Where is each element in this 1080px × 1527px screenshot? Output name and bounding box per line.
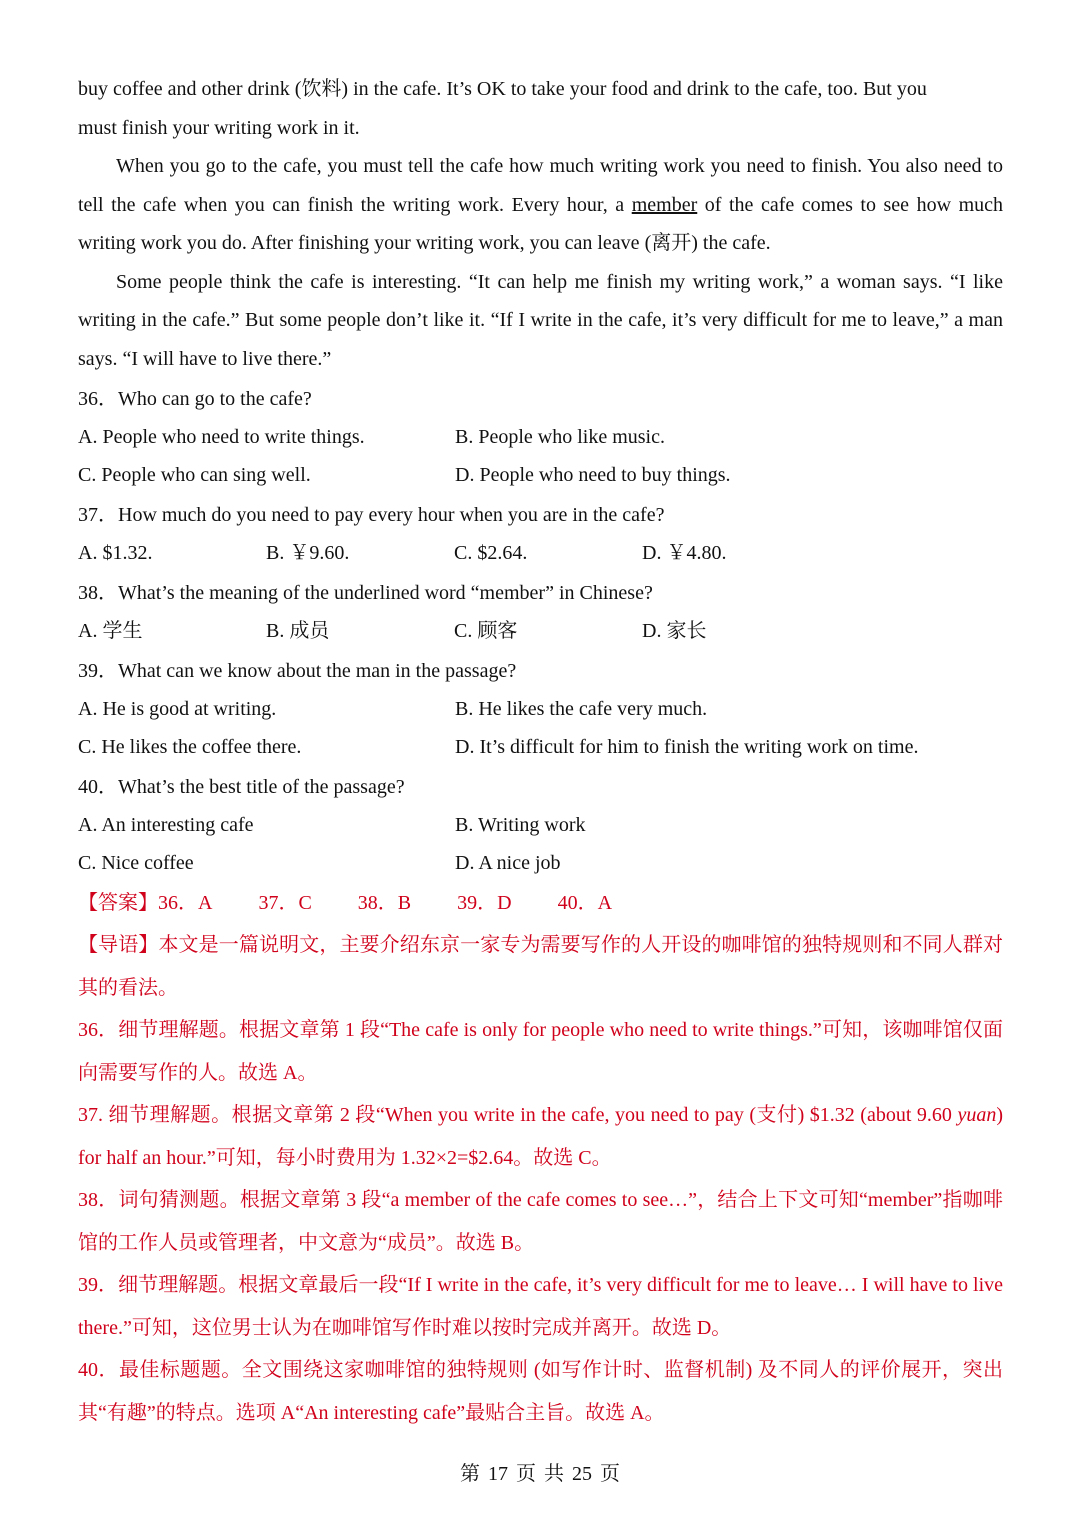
option-b: B. 成员 (266, 620, 330, 642)
question-stem: 36．Who can go to the cafe? (78, 388, 312, 410)
passage-text: When you go to the cafe, you must tell the cafe how much writing work you need to finish. You also need to tell the cafe when you can finish the writing work. Every hour, a (78, 155, 1003, 216)
answer-item: 37．C (258, 892, 312, 914)
option-a: A. He is good at writing. (78, 698, 277, 720)
question-stem: 37．How much do you need to pay every hour when you are in the cafe? (78, 504, 665, 526)
answer-item: 36．A (158, 892, 213, 914)
answer-key (78, 882, 1003, 924)
answer-item: 40．A (557, 892, 613, 914)
footer-text: 页 (516, 1463, 536, 1485)
option-a: A. 学生 (78, 620, 143, 642)
explanation-39: 39．细节理解题。根据文章最后一段“If I write in the cafe, it’s very difficult for me to leave… I will have to live there.”可知，这位男士认为在咖啡馆写作时难以按时完成并离开。故选 D。 (78, 1274, 1003, 1339)
passage-line: buy coffee and other drink (饮料) in the cafe. It’s OK to take your food and drink to the cafe, too. But you (78, 78, 927, 100)
document-page (78, 70, 1003, 1434)
guide-text: 【导语】本文是一篇说明文，主要介绍东京一家专为需要写作的人开设的咖啡馆的独特规则和不同人群对其的看法。 (78, 934, 1003, 999)
option-c: C. Nice coffee (78, 852, 194, 874)
option-b: B. ￥9.60. (266, 542, 350, 564)
passage (78, 70, 1003, 378)
option-c: C. 顾客 (454, 620, 518, 642)
footer-text: 页 (600, 1463, 620, 1485)
explanation-38: 38．词句猜测题。根据文章第 3 段“a member of the cafe comes to see…”，结合上下文可知“member”指咖啡馆的工作人员或管理者，中文意为“成员”。故选 B。 (78, 1189, 1003, 1254)
option-d: D. ￥4.80. (642, 542, 727, 564)
question-37 (78, 496, 1003, 572)
question-stem: 40．What’s the best title of the passage? (78, 776, 405, 798)
option-b: B. People who like music. (455, 426, 665, 448)
option-b: B. Writing work (455, 814, 586, 836)
question-stem: 38．What’s the meaning of the underlined word “member” in Chinese? (78, 582, 653, 604)
option-b: B. He likes the cafe very much. (455, 698, 708, 720)
option-c: C. $2.64. (454, 542, 528, 564)
italic-word: yuan (957, 1104, 997, 1126)
option-d: D. A nice job (455, 852, 561, 874)
answer-item: 38．B (357, 892, 412, 914)
footer-text: 共 (544, 1463, 564, 1485)
passage-paragraph-2 (78, 147, 1003, 263)
explanation-text: ) for half an hour.”可知，每小时费用为 1.32×2=$2.64。故选 C。 (78, 1104, 1003, 1169)
question-38 (78, 574, 1003, 650)
option-d: D. It’s difficult for him to finish the writing work on time. (455, 736, 919, 758)
option-c: C. People who can sing well. (78, 464, 311, 486)
option-row (78, 534, 1003, 572)
passage-paragraph-3: Some people think the cafe is interesting. “It can help me finish my writing work,” a woman says. “I like writing in the cafe.” But some people don’t like it. “If I write in the cafe, it’s very difficult for me to leave,” a man says. “I will have to live there.” (78, 270, 1003, 370)
option-d: D. 家长 (642, 620, 707, 642)
explanation-37 (78, 1094, 1003, 1179)
option-a: A. $1.32. (78, 542, 153, 564)
explanations (78, 924, 1003, 1434)
page-footer (0, 1459, 1080, 1489)
option-row (78, 690, 1003, 728)
option-a: A. An interesting cafe (78, 814, 254, 836)
explanation-36: 36．细节理解题。根据文章第 1 段“The cafe is only for people who need to write things.”可知，该咖啡馆仅面向需要写作的人。故选 A。 (78, 1019, 1003, 1084)
option-row (78, 418, 1003, 456)
option-d: D. People who need to buy things. (455, 464, 731, 486)
underlined-word: member (631, 193, 698, 216)
explanation-40: 40．最佳标题题。全文围绕这家咖啡馆的独特规则 (如写作计时、监督机制) 及不同人的评价展开，突出其“有趣”的特点。选项 A“An interesting cafe”最贴合主旨。故选 A。 (78, 1359, 1003, 1424)
question-39 (78, 652, 1003, 766)
answer-label: 【答案】 (78, 892, 158, 914)
passage-text: of the cafe comes to see how much writing work you do. After finishing your writing work, you can leave (离开) the cafe. (78, 193, 1004, 254)
question-stem: 39．What can we know about the man in the passage? (78, 660, 517, 682)
option-row (78, 806, 1003, 844)
footer-text: 第 (460, 1463, 480, 1485)
passage-paragraph-1 (78, 70, 1003, 147)
option-row (78, 612, 1003, 650)
option-a: A. People who need to write things. (78, 426, 365, 448)
option-row (78, 728, 1003, 766)
current-page-number: 17 (488, 1463, 508, 1485)
explanation-text: 37. 细节理解题。根据文章第 2 段“When you write in the cafe, you need to pay (支付) $1.32 (about 9.60 (78, 1104, 958, 1126)
option-c: C. He likes the coffee there. (78, 736, 302, 758)
question-36 (78, 380, 1003, 494)
passage-line: must finish your writing work in it. (78, 116, 360, 139)
total-page-number: 25 (572, 1463, 592, 1485)
option-row (78, 456, 1003, 494)
question-40 (78, 768, 1003, 882)
option-row (78, 844, 1003, 882)
answer-item: 39．D (457, 892, 512, 914)
